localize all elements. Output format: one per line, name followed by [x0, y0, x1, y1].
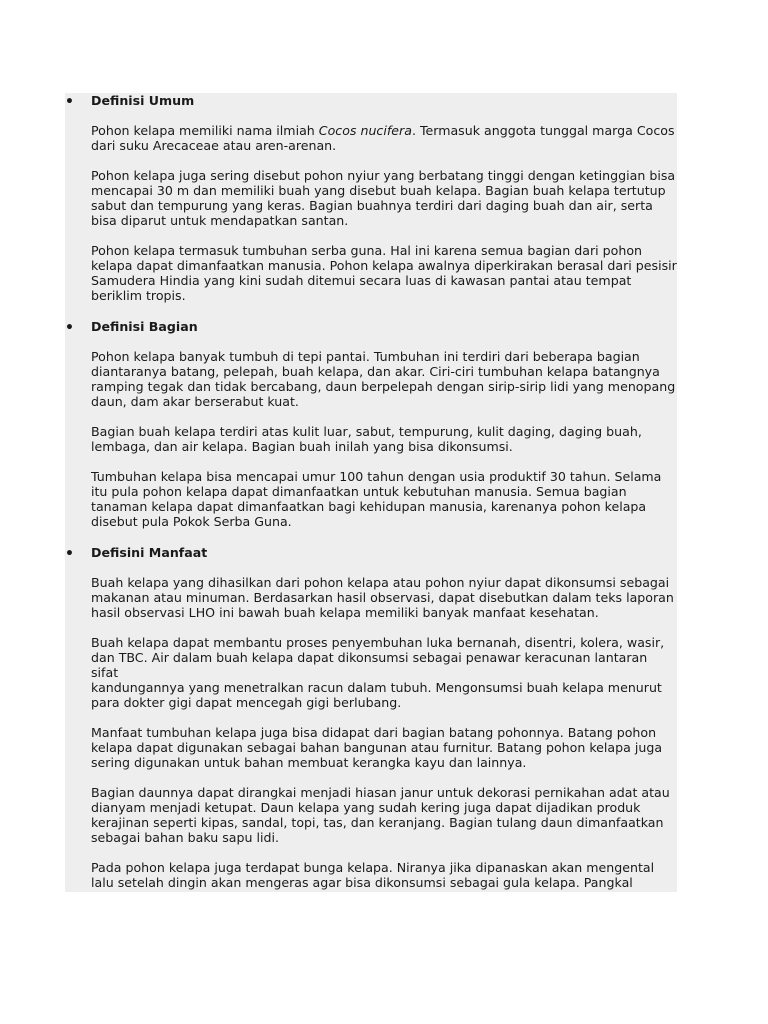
- section-spacer: [65, 890, 677, 892]
- section-heading-row: [65, 319, 677, 349]
- paragraph-line: Tumbuhan kelapa bisa mencapai umur 100 tahun dengan usia produktif 30 tahun. Selama: [91, 469, 662, 484]
- paragraph-line: Pada pohon kelapa juga terdapat bunga kelapa. Niranya jika dipanaskan akan mengental: [91, 860, 655, 875]
- paragraph-line: daun, dam akar berserabut kuat.: [91, 394, 299, 409]
- paragraph-line: sering digunakan untuk bahan membuat kerangka kayu dan lainnya.: [91, 755, 527, 770]
- body-paragraph: [65, 860, 677, 890]
- paragraph-line: kelapa dapat digunakan sebagai bahan bangunan atau furnitur. Batang pohon kelapa juga: [91, 740, 663, 755]
- body-paragraph: [65, 575, 677, 620]
- paragraph-line: [91, 123, 677, 138]
- section-spacer: [65, 529, 677, 545]
- bullet-icon: •: [65, 546, 74, 562]
- section-heading-row: [65, 93, 677, 123]
- paragraph-line: para dokter gigi dapat mencegah gigi berlubang.: [91, 695, 402, 710]
- paragraph-line: hasil observasi LHO ini bawah buah kelapa memiliki banyak manfaat kesehatan.: [91, 605, 599, 620]
- document-section: [65, 319, 677, 529]
- paragraph-line: itu pula pohon kelapa dapat dimanfaatkan untuk kebutuhan manusia. Semua bagian: [91, 484, 627, 499]
- paragraph-line: kerajinan seperti kipas, sandal, topi, tas, dan keranjang. Bagian tulang daun dimanfaatkan: [91, 815, 664, 830]
- paragraph-line: Buah kelapa dapat membantu proses penyembuhan luka bernanah, disentri, kolera, wasir,: [91, 635, 665, 650]
- body-paragraph: [65, 424, 677, 454]
- paragraph-line: Buah kelapa yang dihasilkan dari pohon kelapa atau pohon nyiur dapat dikonsumsi sebagai: [91, 575, 670, 590]
- scientific-name: Cocos nucifera: [318, 123, 412, 138]
- paragraph-line: Pohon kelapa termasuk tumbuhan serba guna. Hal ini karena semua bagian dari pohon: [91, 243, 643, 258]
- body-paragraph: [65, 349, 677, 409]
- paragraph-line: Manfaat tumbuhan kelapa juga bisa didapat dari bagian batang pohonnya. Batang pohon: [91, 725, 657, 740]
- section-heading: Definisi Umum: [91, 93, 195, 108]
- document-section: [65, 545, 677, 890]
- paragraph-line: mencapai 30 m dan memiliki buah yang disebut buah kelapa. Bagian buah kelapa tertutup: [91, 183, 666, 198]
- paragraph-line: Pohon kelapa banyak tumbuh di tepi pantai. Tumbuhan ini terdiri dari beberapa bagian: [91, 349, 640, 364]
- paragraph-line: kandungannya yang menetralkan racun dalam tubuh. Mengonsumsi buah kelapa menurut: [91, 680, 662, 695]
- paragraph-line: sabut dan tempurung yang keras. Bagian buahnya terdiri dari daging buah dan air, serta: [91, 198, 653, 213]
- document-section: [65, 93, 677, 303]
- body-paragraph: [65, 635, 677, 710]
- body-paragraph: [65, 785, 677, 845]
- section-heading-row: [65, 545, 677, 575]
- bullet-icon: •: [65, 320, 74, 336]
- paragraph-line: tanaman kelapa dapat dimanfaatkan bagi kehidupan manusia, karenanya pohon kelapa: [91, 499, 647, 514]
- paragraph-line: ramping tegak dan tidak bercabang, daun berpelepah dengan sirip-sirip lidi yang menopang: [91, 379, 676, 394]
- paragraph-line: bisa diparut untuk mendapatkan santan.: [91, 213, 349, 228]
- paragraph-line: dan TBC. Air dalam buah kelapa dapat dikonsumsi sebagai penawar keracunan lantaran sifat: [91, 650, 648, 680]
- paragraph-line: dari suku Arecaceae atau aren-arenan.: [91, 138, 337, 153]
- section-spacer: [65, 303, 677, 319]
- body-paragraph: [65, 725, 677, 770]
- body-paragraph: [65, 168, 677, 228]
- paragraph-line: lembaga, dan air kelapa. Bagian buah inilah yang bisa dikonsumsi.: [91, 439, 513, 454]
- paragraph-line: Bagian daunnya dapat dirangkai menjadi hiasan janur untuk dekorasi pernikahan adat atau: [91, 785, 670, 800]
- body-paragraph: [65, 123, 677, 153]
- paragraph-line: kelapa dapat dimanfaatkan manusia. Pohon kelapa awalnya diperkirakan berasal dari pesisir: [91, 258, 677, 273]
- section-heading: Definisi Bagian: [91, 319, 198, 334]
- paragraph-line: beriklim tropis.: [91, 288, 186, 303]
- line-segment: Pohon kelapa memiliki nama ilmiah: [91, 123, 319, 138]
- document-body: [65, 93, 677, 892]
- section-heading: Defisini Manfaat: [91, 545, 208, 560]
- paragraph-line: lalu setelah dingin akan mengeras agar bisa dikonsumsi sebagai gula kelapa. Pangkal: [91, 875, 633, 890]
- paragraph-line: sebagai bahan baku sapu lidi.: [91, 830, 279, 845]
- body-paragraph: [65, 469, 677, 529]
- paragraph-line: Pohon kelapa juga sering disebut pohon nyiur yang berbatang tinggi dengan ketinggian bisa: [91, 168, 676, 183]
- paragraph-line: makanan atau minuman. Berdasarkan hasil observasi, dapat disebutkan dalam teks laporan: [91, 590, 674, 605]
- bullet-icon: •: [65, 94, 74, 110]
- paragraph-line: diantaranya batang, pelepah, buah kelapa, dan akar. Ciri-ciri tumbuhan kelapa batangnya: [91, 364, 660, 379]
- body-paragraph: [65, 243, 677, 303]
- paragraph-line: Samudera Hindia yang kini sudah ditemui secara luas di kawasan pantai atau tempat: [91, 273, 632, 288]
- paragraph-line: Bagian buah kelapa terdiri atas kulit luar, sabut, tempurung, kulit daging, daging buah,: [91, 424, 642, 439]
- paragraph-line: disebut pula Pokok Serba Guna.: [91, 514, 292, 529]
- line-segment: . Termasuk anggota tunggal marga Cocos: [411, 123, 675, 138]
- paragraph-line: dianyam menjadi ketupat. Daun kelapa yang sudah kering juga dapat dijadikan produk: [91, 800, 641, 815]
